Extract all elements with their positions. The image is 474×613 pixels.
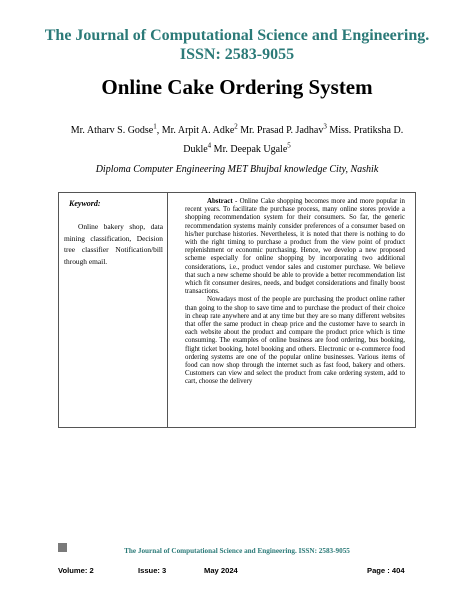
footer-date: May 2024	[204, 566, 238, 575]
abstract-paragraph-1-text: - Online Cake shopping becomes more and more popular in recent years. To facilitate the purchase process, many online stores provide a shopping recommendation system for their consumers. So far, the generic recommendation systems mainly consider preferences of a consumer based on his/her purchase histories. Nevertheless, it is noted that there is nothing to do with the right timing to purchase a product from the view point of product replenishment or economic purchasing. Hence, we develop a new proposed scheme especially for online shopping by incorporating two additional considerations, i.e., product vendor sales and customer purchase. We believe that such a new scheme should be able to provide a better recommendation list which fit consumer desires, needs, and budget considerations and finally boost transactions.	[185, 198, 405, 296]
keyword-column	[59, 193, 168, 427]
author-5-affiliation-mark: 5	[287, 141, 291, 150]
author-2-affiliation-mark: 2	[234, 122, 238, 131]
author-1-affiliation-mark: 1	[153, 122, 157, 131]
abstract-paragraph-2: Nowadays most of the people are purchasing the product online rather than going to the shop to save time and to purchase the product of their choice in cheap rate anywhere and at any time but they are so many different websites that offer the same product in cheap price and the customer have to search in each website about the product and compare the product price which is time consuming. The examples of online business are food ordering, bus booking, flight ticket booking, hotel booking and others. Electronic or e-commerce food ordering systems are one of the popular online businesses. Various items of food can now shop through the internet such as fast food, bakery and others. Customers can view and select the product from cake ordering system, add to cart, choose the delivery	[185, 296, 405, 386]
author-list	[60, 121, 414, 159]
journal-header	[0, 26, 474, 64]
journal-name: The Journal of Computational Science and Engineering.	[44, 27, 430, 44]
footer-page: Page : 404	[367, 566, 405, 575]
footer-issue: Issue: 3	[138, 566, 167, 575]
keyword-heading: Keyword:	[69, 199, 101, 208]
author-5: Mr. Deepak Ugale	[211, 144, 288, 155]
abstract-paragraph-1	[185, 198, 405, 296]
journal-issn: ISSN: 2583-9055	[179, 46, 295, 63]
abstract-label: Abstract	[207, 198, 233, 205]
keyword-text: Online bakery shop, data mining classification, Decision tree classifier Notification/bill through email.	[64, 222, 163, 266]
author-1: Mr. Atharv S. Godse	[70, 125, 154, 136]
author-3: Mr. Prasad P. Jadhav	[237, 125, 324, 136]
author-4-affiliation-mark: 4	[207, 141, 212, 150]
author-2: Mr. Arpit A. Adke	[161, 125, 235, 136]
abstract-box	[58, 192, 416, 428]
affiliation: Diploma Computer Engineering MET Bhujbal knowledge City, Nashik	[95, 164, 379, 175]
footer-volume: Volume: 2	[58, 566, 94, 575]
footer-journal: The Journal of Computational Science and Engineering. ISSN: 2583-9055	[124, 547, 350, 555]
abstract-column	[185, 198, 405, 387]
paper-title: Online Cake Ordering System	[101, 75, 373, 99]
author-separator: ,	[156, 125, 162, 136]
author-3-affiliation-mark: 3	[323, 122, 327, 131]
author-4: Miss. Pratiksha D. Dukle	[183, 125, 404, 155]
